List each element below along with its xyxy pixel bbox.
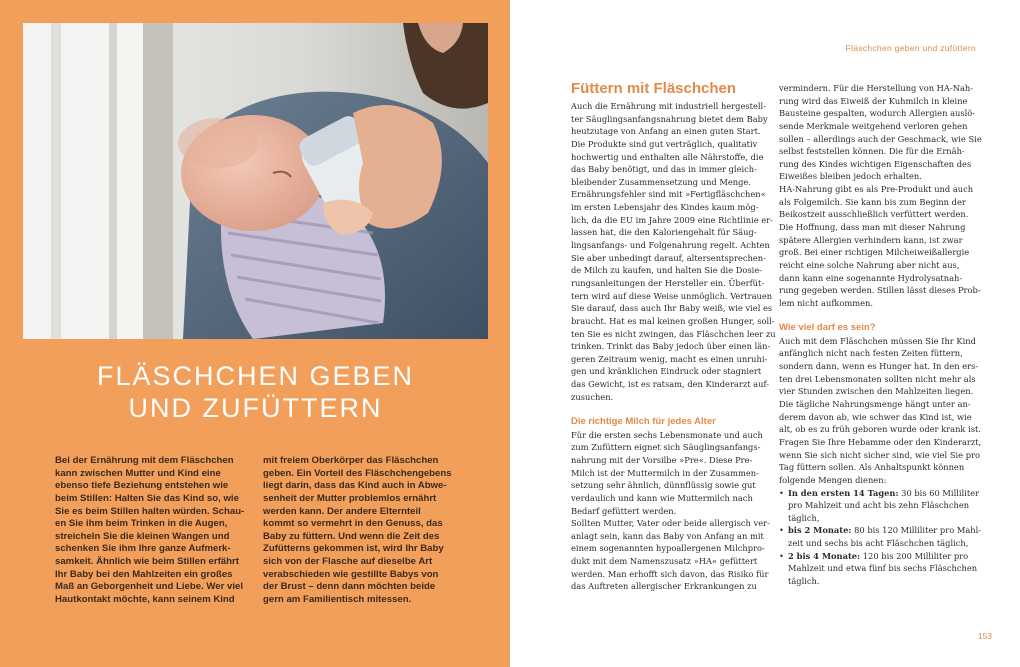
text-line: setzung sehr ähnlich, dünnflüssig sowie gut [571,480,756,491]
text-column-a [571,80,776,593]
intro-line: kann zwischen Mutter und Kind eine [55,467,221,479]
text-line: folgende Mengen dienen: [779,474,887,485]
text-line: Sie darauf, dass auch Ihr Baby weiß, wie viel es [571,303,773,314]
intro-line: Ihr Baby bei den Mahlzeiten ein großes [55,568,233,580]
bullet-line [788,550,979,563]
text-line: Für die ersten sechs Lebensmonate und auch [571,429,763,440]
text-line: reicht eine solche Nahrung aber nicht aus, [779,259,960,270]
intro-line: senheit der Mutter problemlos ernährt [263,492,437,504]
intro-line: en Sie ihm beim Trinken in die Augen, [55,518,228,530]
text-line: derem davon ab, wie schwer das Kind ist, wie [779,411,972,422]
intro-line: Hautkontakt möchte, kann seinem Kind [55,594,235,606]
text-line: trinken. Trinkt das Baby jedoch über einen län- [571,341,771,352]
text-line: ten drei Lebensmonaten sollten nicht mehr als [779,373,976,384]
text-line: vier Stunden zwischen den Mahlzeiten liegen. [779,386,974,397]
intro-line: liegt darin, dass das Kind auch in Abwe- [263,480,447,492]
text-line: geren Zeitraum wenig, macht es einen unruhi- [571,353,768,364]
intro-line: samkeit. Ähnlich wie beim Stillen erfährt [55,556,239,568]
text-line: groß. Bei einer richtigen Milcheiweißallergie [779,247,970,258]
intro-line: mit freiem Oberkörper das Fläschchen [263,455,439,466]
text-line: tern wird auf diese Weise unmöglich. Vertrauen [571,290,773,301]
text-line: Beikostzeit ausschließlich verfüttert werden. [779,209,969,220]
intro-line: der Brust – denn dann möchten beide [263,581,436,593]
spacer [571,403,771,416]
intro-line: werden kann. Der andere Elternteil [263,505,421,517]
text-line: Auch die Ernährung mit industriell hergestell- [571,101,766,111]
paragraph-block [571,100,776,403]
text-line: lingsanfangs- und Folgenahrung regelt. Achten [571,240,770,251]
bullet-bold-lead: In den ersten 14 Tagen: [788,487,899,498]
text-line: alt, ob es zu früh geboren wurde oder krank ist. [779,424,981,435]
bullet-item [779,550,979,588]
text-line: heutzutage von Anfang an einen guten Start. [571,126,761,137]
spacer [779,310,979,323]
text-line: Auch mit dem Fläschchen müssen Sie Ihr Kind [779,335,976,346]
intro-line: schenken Sie ihm Ihre ganze Aufmerk- [55,543,231,555]
text-line: Milch ist der Muttermilch in der Zusammen- [571,467,759,478]
text-line: das Auftreten allergischer Erkrankungen zu [571,581,757,592]
text-line: selbst feststellen können. Die für die Ernäh- [779,146,965,157]
bullet-list [779,487,982,588]
section-heading: Füttern mit Fläschchen [571,80,737,97]
bullet-line [788,537,979,550]
text-line: de Milch zu kaufen, und halten Sie die Dosie- [571,265,763,276]
text-line: Eiweißes bleiben jedoch erhalten. [779,171,922,182]
text-line: dukt mit dem Namenszusatz »HA« gefüttert [571,556,758,567]
chapter-title-line-2: UND ZUFÜTTERN [128,393,383,423]
text-line: rung gegeben werden. Stillen lässt dieses Prob- [779,285,981,296]
intro-line: Bei der Ernährung mit dem Fläschchen [55,455,234,466]
text-line: Tag füttern sollen. Als Anhaltspunkt können [779,462,965,473]
text-line: anlagt sein, kann das Baby von Anfang an mit [571,530,764,541]
text-line: gen und kränklichen Eindruck oder stagniert [571,366,762,377]
text-line: Bedarf gefüttert werden. [571,505,677,516]
subsection-heading: Wie viel darf es sein? [779,322,876,334]
bullet-dot-icon: • [779,487,784,498]
intro-line: Zufütterns gekommen ist, wird Ihr Baby [263,543,444,555]
text-line: Die Produkte sind gut verträglich, qualitativ [571,138,758,149]
text-line: Die Hoffnung, dass man mit dieser Nahrung [779,222,966,233]
paragraph-block [571,429,771,593]
subsection-heading: Die richtige Milch für jedes Alter [571,416,716,428]
page-number: 153 [977,631,992,641]
intro-text-column-1 [55,454,245,606]
intro-line: beim Stillen: Halten Sie das Kind so, wie [55,492,239,504]
text-line: rung wird das Eiweiß der Kuhmilch in kleine [779,95,968,106]
text-line: lich, da die EU im Jahre 2009 eine Richtlinie er- [571,214,773,225]
bullet-line [788,487,979,500]
bullet-line [788,575,979,588]
text-line: Die tägliche Nahrungsmenge hängt unter an- [779,399,971,410]
text-line: bleibender Zusammensetzung und Menge. [571,176,751,187]
bullet-item [779,524,982,549]
text-line: sondern dann, wenn es Hunger hat. In den ers- [779,361,979,372]
text-line: zusuchen. [571,391,614,402]
intro-line: kommt so vermehrt in den Genuss, das [263,518,443,530]
text-line: Sollten Mutter, Vater oder beide allergisch ver- [571,518,770,529]
bullet-text: zeit und sechs bis acht Fläschchen täglich, [788,538,969,549]
bullet-text: täglich. [788,576,820,586]
text-line: nahrung mit der Vorsilbe »Pre«. Diese Pre- [571,454,753,465]
text-line: das Baby benötigt, und das in immer gleich- [571,164,757,175]
chapter-title [23,360,488,424]
bullet-dot-icon: • [779,525,784,536]
running-head: Fläschchen geben und zufüttern [845,43,976,53]
bullet-bold-lead: bis 2 Monate: [788,525,852,536]
text-line: lem nicht aufkommen. [779,297,874,308]
text-line: rungsanleitungen der Hersteller ein. Überfüt- [571,277,765,288]
text-line: sende Merkmale weitgehend verloren gehen [779,120,968,131]
text-line: wenn Sie sich nicht sicher sind, wie viel Sie pro [779,449,980,460]
text-line: im ersten Lebensjahr des Kindes kaum mög- [571,202,759,213]
photo-father-bottle-feeding-baby [23,23,488,339]
intro-line: Baby zu füttern. Und wenn die Zeit des [263,530,440,542]
bullet-dot-icon: • [779,550,784,561]
intro-line: streicheln Sie die kleinen Wangen und [55,530,230,542]
text-line: Fragen Sie Ihre Hebamme oder den Kinderarzt, [779,436,982,447]
text-line: anfänglich nicht nach festen Zeiten füttern, [779,348,963,359]
text-line: vermindern. Für die Herstellung von HA-Nah- [779,83,974,93]
bullet-line [788,562,979,575]
text-line: lassen hat, die den Kaloriengehalt für Säug- [571,227,757,238]
bullet-text: täglich, [788,512,820,523]
text-column-b [779,82,982,588]
text-line: hochwertig und enthalten alle Nährstoffe, die [571,151,764,162]
text-line: ten Sie es nicht zwingen, das Fläschchen leer zu [571,328,776,339]
intro-line: gern am Familientisch mitessen. [263,594,412,606]
text-line: verdaulich und kann wie Muttermilch nach [571,492,753,503]
text-line: einem sogenannten hypoallergenen Milchpro- [571,543,765,554]
text-line: sollen – allerdings auch der Geschmack, wie Sie [779,133,982,144]
text-line: spätere Allergien verhindern kann, ist zwar [779,234,963,245]
chapter-title-line-1: FLÄSCHCHEN GEBEN [96,361,415,391]
text-line: HA-Nahrung gibt es als Pre-Produkt und auch [779,184,974,195]
bullet-text: 30 bis 60 Milliliter [898,487,980,498]
text-line: Sie aber unbedingt darauf, altersentsprechen- [571,252,766,263]
text-line: werden. Man erhofft sich davon, das Risiko für [571,568,769,579]
bullet-bold-lead: 2 bis 4 Monate: [788,550,861,561]
intro-line: verabschieden wie gestillte Babys von [263,568,439,580]
bullet-line [788,524,982,537]
bullet-line [788,499,979,512]
intro-line: geben. Ein Vorteil des Fläschchengebens [263,467,452,479]
intro-line: ebenso tiefe Beziehung entstehen wie [55,480,229,492]
bullet-text: 120 bis 200 Milliliter pro [860,550,969,561]
intro-text-column-2 [263,454,453,606]
text-line: ter Säuglingsanfangsnahrung bietet dem Baby [571,113,768,124]
bullet-text: pro Mahlzeit und acht bis zehn Fläschchen [788,500,970,511]
text-line: als Folgemilch. Sie kann bis zum Beginn der [779,196,966,207]
text-line: dann kann eine sogenannte Hydrolysatnah- [779,272,963,283]
paragraph-block [779,335,982,487]
text-line: Ernährungsfehler sind mit »Fertigfläschchen« [571,189,766,200]
bullet-line [788,512,979,525]
text-line: zum Zufüttern eignet sich Säuglingsanfangs- [571,442,761,453]
text-line: das Gewicht, ist es ratsam, den Kinderarzt auf- [571,379,770,390]
paragraph-block [779,82,982,310]
intro-line: sich von der Flasche auf dieselbe Art [263,556,433,568]
photo-illustration [23,23,488,339]
bullet-text: Mahlzeit und etwa fünf bis sechs Fläschchen [788,563,978,574]
intro-line: Maß an Geborgenheit und Liebe. Wer viel [55,581,243,593]
bullet-text: 80 bis 120 Milliliter pro Mahl- [851,525,982,536]
text-line: Bausteine gespalten, wodurch Allergien auslö- [779,108,976,119]
text-line: rung des Kindes wichtigen Eigenschaften des [779,158,972,169]
bullet-item [779,487,979,525]
text-line: braucht. Hat es mal keinen großen Hunger, soll- [571,315,775,326]
intro-line: Sie es beim Stillen halten würden. Schau- [55,505,245,517]
